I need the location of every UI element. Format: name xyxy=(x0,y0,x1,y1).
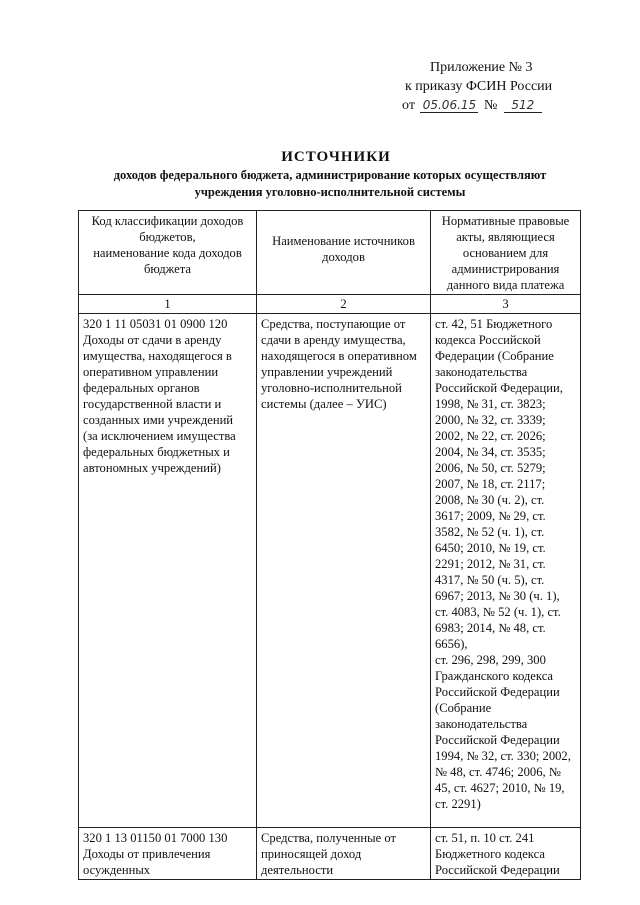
order-reference: к приказу ФСИН России xyxy=(405,79,553,94)
column-number-row xyxy=(79,295,581,314)
table-row xyxy=(79,314,581,828)
revenue-sources-table xyxy=(78,210,581,880)
number-label: № xyxy=(483,98,498,113)
appendix-label: Приложение № 3 xyxy=(430,60,533,75)
header-acts: Нормативные правовые акты, являющиеся основанием для администрирования данного вида платежа xyxy=(431,211,581,295)
title-main: ИСТОЧНИКИ xyxy=(281,149,391,165)
row-acts-cell: ст. 42, 51 Бюджетного кодекса Российской Федерации (Собрание законодательства Российской Федерации, 1998, № 31, ст. 3823; 2000, № 32, ст. 3339; 2002, № 22, ст. 2026; 2004, № 34, ст. 3535; 2006, № 50, ст. 5279; 2007, № 18, ст. 2117; 2008, № 30 (ч. 2), ст. 3617; 2009, № 29, ст. 3582, № 52 (ч. 1), ст. 6450; 2010, № 19, ст. 2291; 2012, № 31, ст. 4317, № 50 (ч. 5), ст. 6967; 2013, № 30 (ч. 1), ст. 4083, № 52 (ч. 1), ст. 6983; 2014, № 48, ст. 6656), ст. 296, 298, 299, 300 Гражданского кодекса Российской Федерации (Собрание законодательства Российской Федерации 1994, № 32, ст. 330; 2002, № 48, ст. 4746; 2006, № 45, ст. 4627; 2010, № 19, ст. 2291) xyxy=(431,314,581,828)
header-name: Наименование источников доходов xyxy=(257,211,431,295)
row-code-cell: 320 1 13 01150 01 7000 130 Доходы от привлечения осужденных xyxy=(79,828,257,880)
title-subtitle-line1: доходов федерального бюджета, администрирование которых осуществляют xyxy=(113,168,547,182)
handwritten-number: 512 xyxy=(504,98,542,113)
column-number: 3 xyxy=(431,295,581,314)
header-code: Код классификации доходов бюджетов, наименование кода доходов бюджета xyxy=(79,211,257,295)
title-subtitle-line2: учреждения уголовно-исполнительной системы xyxy=(194,185,466,199)
column-number: 2 xyxy=(257,295,431,314)
document-title xyxy=(60,148,600,200)
column-number: 1 xyxy=(79,295,257,314)
row-code-cell: 320 1 11 05031 01 0900 120 Доходы от сдачи в аренду имущества, находящегося в оперативном управлении федеральных органов государственной власти и созданных ими учреждений (за исключением имущества федеральных бюджетных и автономных учреждений) xyxy=(79,314,257,828)
row-name-cell: Средства, поступающие от сдачи в аренду имущества, находящегося в оперативном управлении учреждений уголовно-исполнительной системы (далее – УИС) xyxy=(257,314,431,828)
handwritten-date: 05.06.15 xyxy=(420,98,478,113)
row-acts-cell: ст. 51, п. 10 ст. 241 Бюджетного кодекса Российской Федерации xyxy=(431,828,581,880)
from-label: от xyxy=(402,98,415,113)
row-name-cell: Средства, полученные от приносящей доход деятельности xyxy=(257,828,431,880)
header-row xyxy=(79,211,581,295)
approval-block xyxy=(402,58,602,115)
order-date-line xyxy=(402,96,602,115)
table-row xyxy=(79,828,581,880)
